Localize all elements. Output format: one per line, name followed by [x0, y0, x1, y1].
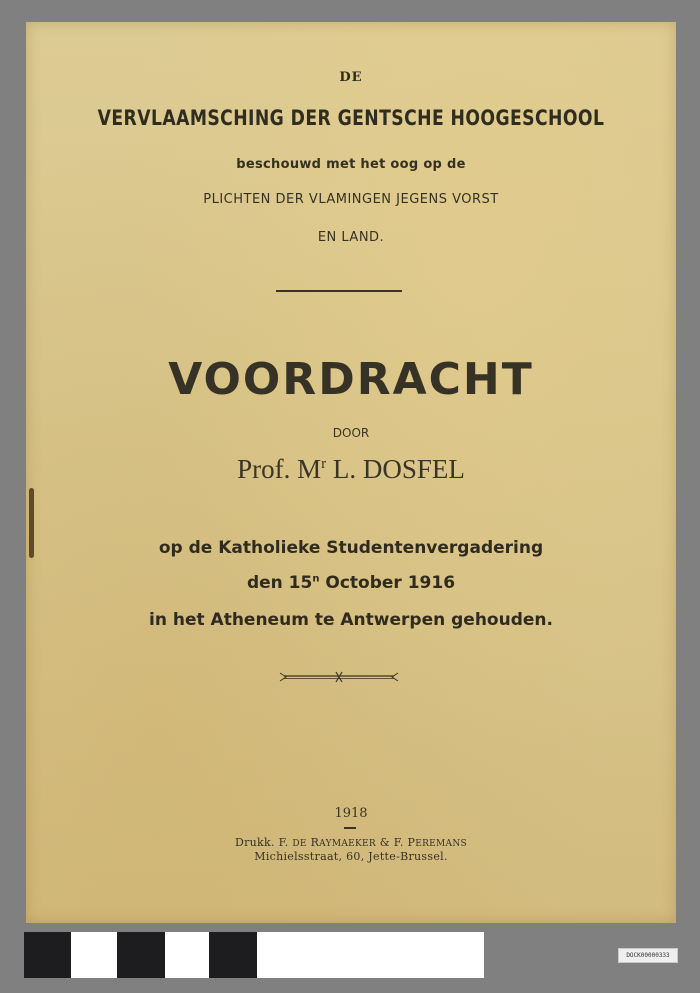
heading: VOORDRACHT — [168, 354, 534, 405]
color-calibration-bar — [24, 932, 484, 978]
author — [26, 454, 676, 485]
event-date-pre: den 15 — [246, 573, 313, 593]
event-date-post: October 1916 — [319, 573, 456, 593]
author-prefix: Prof. M — [237, 454, 322, 484]
printer-text-de: DE — [292, 839, 307, 849]
color-swatch — [257, 932, 484, 978]
color-swatch — [24, 932, 71, 978]
printer-line — [26, 836, 676, 849]
ornament-divider-icon — [278, 670, 400, 684]
event-line-1: op de Katholieke Studentenvergadering — [158, 538, 544, 558]
subtitle-line-1: beschouwd met het oog op de — [236, 157, 466, 172]
color-swatch — [117, 932, 165, 978]
archive-label-tag: DOCK00000333 — [618, 948, 678, 963]
subtitle-line-2: PLICHTEN DER VLAMINGEN JEGENS VORST — [203, 192, 499, 207]
printer-text-b: R — [306, 836, 320, 849]
document-title: VERVLAAMSCHING DER GENTSCHE HOOGESCHOOL — [97, 106, 605, 130]
horizontal-rule — [276, 290, 402, 292]
color-swatch — [71, 932, 117, 978]
printer-text-raymaeker: AYMAEKER — [319, 839, 377, 849]
author-prefix-superscript: r — [321, 456, 327, 472]
publication-year: 1918 — [334, 806, 368, 821]
color-swatch — [209, 932, 257, 978]
year-dash — [344, 827, 356, 829]
subtitle-line-3: EN LAND. — [317, 230, 385, 245]
color-swatch — [165, 932, 209, 978]
printer-text-c: & F. P — [376, 836, 416, 849]
printer-text-a: Drukk. F. — [234, 836, 293, 849]
event-date-superscript: n — [312, 573, 320, 585]
by-label: DOOR — [332, 426, 370, 440]
printer-text-peremans: EREMANS — [415, 839, 467, 849]
event-line-3: in het Atheneum te Antwerpen gehouden. — [149, 610, 553, 630]
printer-address: Michielsstraat, 60, Jette-Brussel. — [254, 850, 448, 863]
document-page — [26, 22, 676, 923]
event-line-2 — [26, 573, 676, 593]
title-prefix: DE — [339, 70, 363, 85]
author-name: L. DOSFEL — [326, 454, 465, 484]
